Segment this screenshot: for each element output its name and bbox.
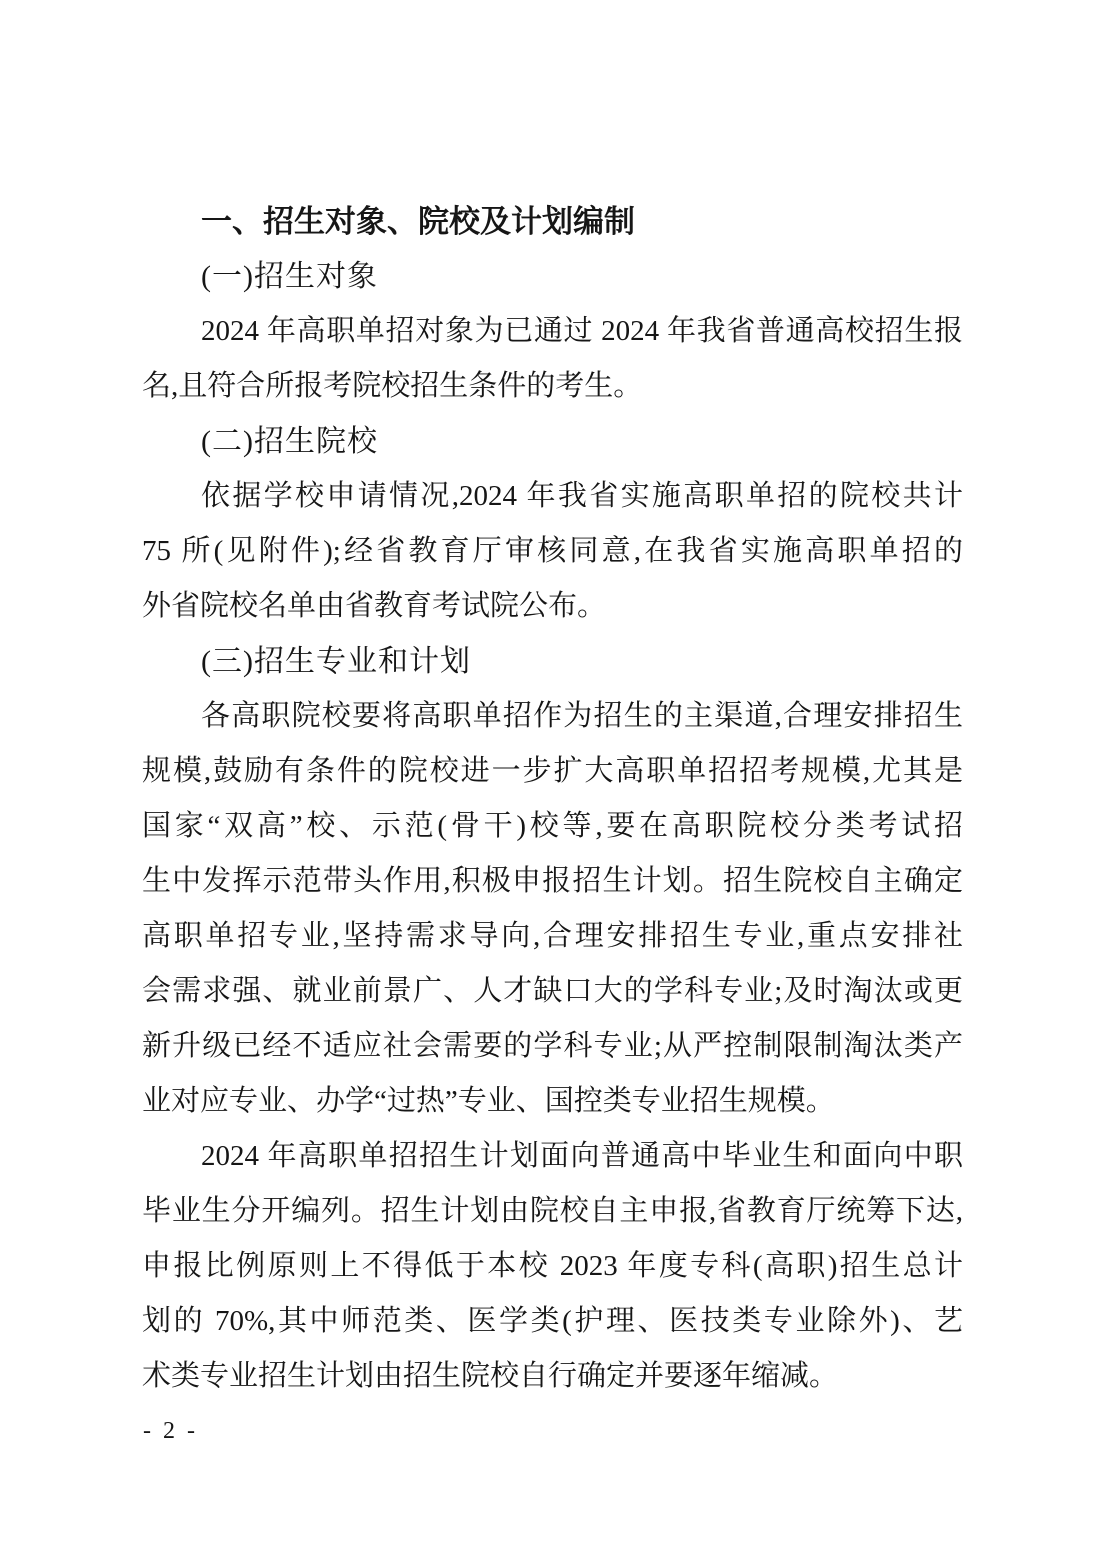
section-heading: 一、招生对象、院校及计划编制 (201, 204, 635, 239)
subsection-3-heading: (三)招生专业和计划 (201, 645, 471, 678)
para4-line5: 术类专业招生计划由招生院校自行确定并要逐年缩减。 (142, 1360, 839, 1392)
para4-line4: 划的 70%,其中师范类、医学类(护理、医技类专业除外)、艺 (142, 1305, 963, 1337)
para2-line2: 75 所(见附件);经省教育厅审核同意,在我省实施高职单招的 (142, 535, 963, 567)
para2-line1: 依据学校申请情况,2024 年我省实施高职单招的院校共计 (201, 480, 963, 512)
para3-line5: 高职单招专业,坚持需求导向,合理安排招生专业,重点安排社 (142, 920, 963, 952)
para4-line3: 申报比例原则上不得低于本校 2023 年度专科(高职)招生总计 (142, 1250, 963, 1282)
para2-line3: 外省院校名单由省教育考试院公布。 (142, 590, 607, 622)
para1-line2: 名,且符合所报考院校招生条件的考生。 (142, 370, 643, 402)
para3-line2: 规模,鼓励有条件的院校进一步扩大高职单招招考规模,尤其是 (142, 755, 963, 787)
para4-line2: 毕业生分开编列。招生计划由院校自主申报,省教育厅统筹下达, (142, 1195, 963, 1227)
page-number: - 2 - (143, 1418, 198, 1444)
subsection-1-heading: (一)招生对象 (201, 260, 378, 293)
para3-line8: 业对应专业、办学“过热”专业、国控类专业招生规模。 (142, 1085, 835, 1117)
para3-line6: 会需求强、就业前景广、人才缺口大的学科专业;及时淘汰或更 (142, 975, 963, 1007)
para3-line7: 新升级已经不适应社会需要的学科专业;从严控制限制淘汰类产 (142, 1030, 963, 1062)
document-content (142, 194, 963, 1404)
para3-line3: 国家“双高”校、示范(骨干)校等,要在高职院校分类考试招 (142, 810, 963, 842)
para1-line1: 2024 年高职单招对象为已通过 2024 年我省普通高校招生报 (201, 315, 963, 347)
subsection-2-heading: (二)招生院校 (201, 425, 378, 458)
para3-line4: 生中发挥示范带头作用,积极申报招生计划。招生院校自主确定 (142, 865, 963, 897)
para4-line1: 2024 年高职单招招生计划面向普通高中毕业生和面向中职 (201, 1140, 963, 1172)
para3-line1: 各高职院校要将高职单招作为招生的主渠道,合理安排招生 (201, 700, 963, 732)
